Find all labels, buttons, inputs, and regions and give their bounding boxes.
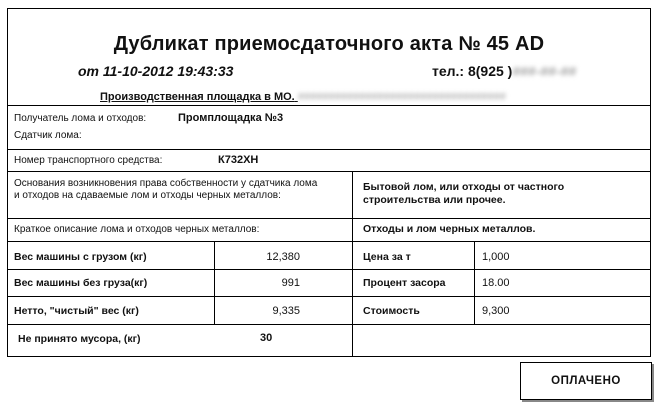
receiver-value: Промплощадка №3 (178, 112, 284, 124)
contamination-label: Процент засора (363, 277, 446, 289)
cost-label: Стоимость (363, 305, 420, 317)
vehicle-value: К732ХН (218, 154, 259, 166)
datetime-value: 11-10-2012 19:43:33 (102, 63, 234, 79)
phone-redacted: ###-##-## (512, 63, 577, 79)
price-label: Цена за т (363, 251, 411, 263)
rejected-value: 30 (260, 332, 273, 344)
divider (8, 149, 650, 150)
column-divider (352, 171, 353, 357)
description-value: Отходы и лом черных металлов. (363, 223, 536, 235)
vehicle-label: Номер транспортного средства: (14, 155, 163, 166)
act-date (78, 63, 233, 79)
phone (432, 63, 576, 79)
supplier-label: Сдатчик лома: (14, 130, 82, 141)
divider (8, 241, 650, 242)
gross-weight-label: Вес машины с грузом (кг) (14, 251, 147, 263)
divider (8, 218, 650, 219)
tare-weight-value: 991 (281, 277, 300, 289)
tare-weight-label: Вес машины без груза(кг) (14, 277, 148, 289)
act-document (7, 8, 651, 357)
site-redacted: ################################## (297, 91, 506, 103)
contamination-value: 18.00 (482, 277, 510, 289)
receiver-label: Получатель лома и отходов: (14, 113, 147, 124)
divider (8, 296, 650, 297)
document-title: Дубликат приемосдаточного акта № 45 AD (113, 33, 545, 55)
divider (8, 171, 650, 172)
cost-value: 9,300 (482, 305, 510, 317)
divider (8, 105, 650, 106)
net-weight-value: 9,335 (272, 305, 300, 317)
site-label: Производственная площадка в МО. (100, 91, 295, 103)
paid-button[interactable]: ОПЛАЧЕНО (520, 362, 652, 400)
gross-weight-value: 12,380 (266, 251, 300, 263)
divider (8, 324, 650, 325)
ownership-label: Основания возникновения права собственности у сдатчика лома и отходов на сдаваемые лом и отходы черных металлов: (14, 178, 318, 201)
phone-label: тел.: (432, 63, 465, 79)
price-value: 1,000 (482, 251, 510, 263)
date-prefix: от (78, 63, 99, 79)
ownership-value: Бытовой лом, или отходы от частного строительства или прочее. (363, 181, 565, 206)
column-divider (214, 241, 215, 325)
rejected-label: Не принято мусора, (кг) (18, 333, 141, 345)
net-weight-label: Нетто, "чистый" вес (кг) (14, 305, 139, 317)
phone-value: 8(925 ) (467, 63, 513, 79)
production-site (100, 91, 506, 103)
column-divider (474, 241, 475, 325)
description-label: Краткое описание лома и отходов черных металлов: (14, 224, 260, 235)
divider (8, 269, 650, 270)
